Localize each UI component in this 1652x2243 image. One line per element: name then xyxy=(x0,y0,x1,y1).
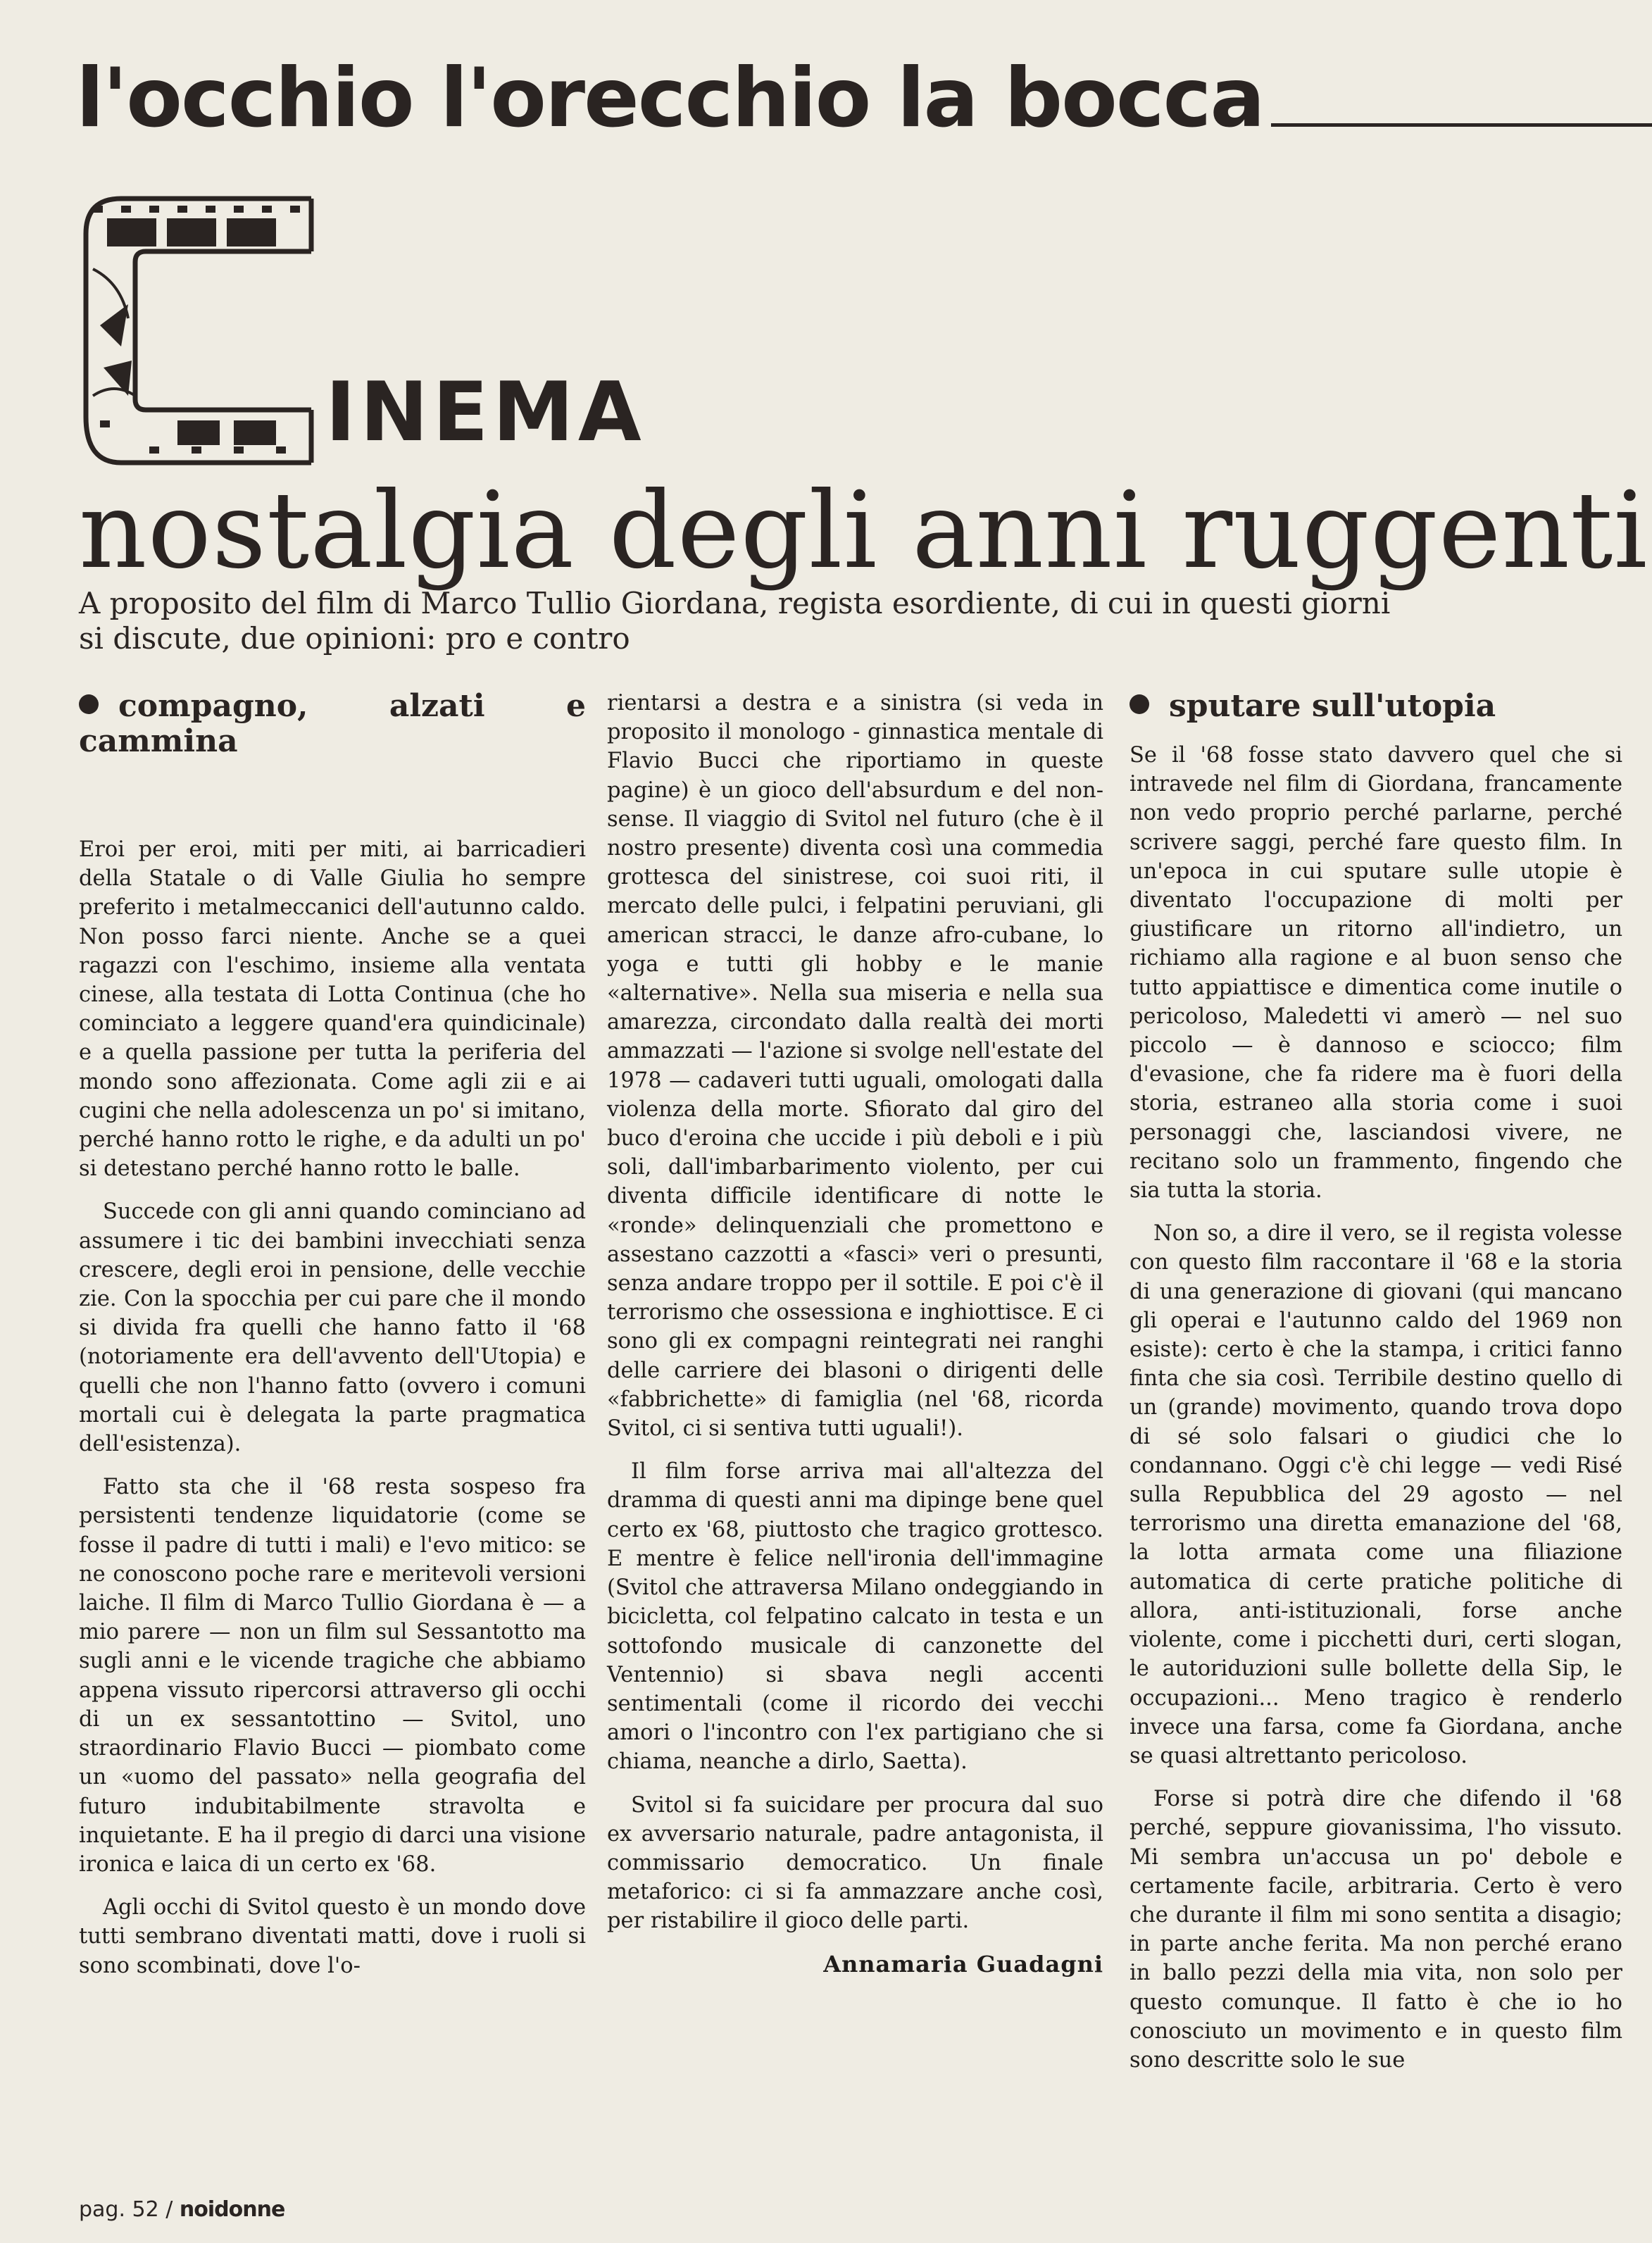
bullet-icon xyxy=(1130,694,1149,714)
intro-text: A proposito del film di Marco Tullio Giordana, regista esordiente, di cui in questi giorni si discute, due opinioni: pro e contro xyxy=(79,586,1391,656)
paragraph: Non so, a dire il vero, se il regista volesse con questo film raccontare il '68 e la storia di una generazione di giovani (qui mancano gli operai e l'autunno caldo del 1969 non esiste): certo è che la stampa, i critici fanno finta che sia così. Terribile destino quello di un (grande) movimento, quando trova dopo di sé solo falsari o giudici che lo condannano. Oggi c'è chi legge — vedi Risé sulla Repubblica del 29 agosto — nel terrorismo una diretta emanazione del '68, la lotta armata come una filiazione automatica di certe pratiche politiche di allora, anti-istituzionali, forse anche violente, come i picchetti duri, certi slogan, le autoriduzioni sulle bollette della Sip, le occupazioni... Meno tragico è renderlo invece una farsa, come fa Giordana, anche se quasi altrettanto pericoloso. xyxy=(1130,1221,1622,1768)
paragraph: Agli occhi di Svitol questo è un mondo dove tutti sembrano diventati matti, dove i ruoli si sono scombinati, dove l'o- xyxy=(79,1895,586,1978)
section-title: l'occhio l'orecchio la bocca xyxy=(76,58,1271,139)
film-strip-c-icon xyxy=(79,185,332,484)
paragraph: Succede con gli anni quando cominciano ad assumere i tic dei bambini invecchiati senza crescere, degli eroi in pensione, delle vecchie zie. Con la spocchia per cui pare che il mondo si divida fra quelli che hanno fatto il '68 (notoriamente era dell'avvento dell'Utopia) e quelli che non l'hanno fatto (ovvero i comuni mortali cui è delegata la parte pragmatica dell'esistenza). xyxy=(79,1199,586,1457)
footer-separator: / xyxy=(165,2197,173,2222)
author-signature: Annamaria Guadagni xyxy=(823,1950,1103,1978)
paragraph: Svitol si fa suicidare per procura dal suo ex avversario naturale, padre antagonista, il commissario democratico. Un finale metaforico: ci si fa ammazzare anche così, per ristabilire il gioco delle parti. xyxy=(607,1792,1103,1934)
column-left xyxy=(79,689,586,1994)
paragraph: Il film forse arriva mai all'altezza del dramma di questi anni ma dipinge bene quel certo ex '68, piuttosto che tragico grottesco. E mentre è felice nell'ironia dell'immagine (Svitol che attraversa Milano ondeggiando in bicicletta, col felpatino calcato in testa e un sottofondo musicale di canzonette del Ventennio) si sbava negli accenti sentimentali (come il ricordo dei vecchi amori o l'incontro con l'ex partigiano che si chiama, neanche a dirlo, Saetta). xyxy=(607,1459,1103,1775)
magazine-brand: noidonne xyxy=(179,2197,285,2222)
column-middle xyxy=(607,689,1103,1979)
page-footer xyxy=(79,2197,284,2222)
headline: nostalgia degli anni ruggenti xyxy=(79,470,1648,592)
subheading-right: sputare sull'utopia xyxy=(1130,689,1622,724)
subheading-left: compagno, alzati e cammina xyxy=(79,688,586,759)
paragraph: rientarsi a destra e a sinistra (si veda in proposito il monologo - ginnastica mentale di Flavio Bucci che riportiamo in queste pagine) è un gioco dell'absurdum e del non-sense. Il viaggio di Svitol nel futuro (che è il nostro presente) diventa così una commedia grottesca del sinistrese, coi suoi riti, il mercato delle pulci, i felpatini peruviani, gli american stracci, le danze afro-cubane, lo yoga e tutti gli hobby e le manie «alternative». Nella sua miseria e nella sua amarezza, circondato dalla realtà dei morti ammazzati — l'azione si svolge nell'estate del 1978 — cadaveri tutti uguali, omologati dalla violenza della morte. Sfiorato dal giro del buco d'eroina che uccide i più deboli e i più soli, dall'imbarbarimento violento, per cui diventa difficile identificare di notte le «ronde» delinquenziali che promettono e assestano cazzotti a «fasci» veri o presunti, senza andare troppo per il sottile. E poi c'è il terrorismo che ossessiona e inghiottisce. E ci sono gli ex compagni reintegrati nei ranghi delle carriere dei blasoni o dirigenti delle «fabbrichette» di famiglia (nel '68, ricorda Svitol, ci si sentiva tutti uguali!). xyxy=(607,691,1103,1442)
paragraph: Eroi per eroi, miti per miti, ai barricadieri della Statale o di Valle Giulia ho sempre preferito i metalmeccanici dell'autunno caldo. Non posso farci niente. Anche se a quei ragazzi con l'eschimo, insieme alla ventata cinese, alla testata di Lotta Continua (che ho cominciato a leggere quand'era quindicinale) e a quella passione per tutta la periferia del mondo sono affezionata. Come agli zii e ai cugini che nella adolescenza un po' si imitano, perché hanno rotto le righe, e da adulti un po' si detestano perché hanno rotto le balle. xyxy=(79,837,586,1182)
section-header xyxy=(76,51,1652,146)
paragraph: Fatto sta che il '68 resta sospeso fra persistenti tendenze liquidatorie (come se fosse il padre di tutti i mali) e l'evo mitico: se ne conoscono poche rare e meritevoli versioni laiche. Il film di Marco Tullio Giordana è — a mio parere — non un film sul Sessantotto ma sugli anni e le vicende tragiche che abbiamo appena vissuto ripercorsi attraverso gli occhi di un ex sessantottino — Svitol, uno straordinario Flavio Bucci — piombato come un «uomo del passato» nella geografia del futuro indubitabilmente stravolta e inquietante. E ha il pregio di darci una visione ironica e laica di un certo ex '68. xyxy=(79,1475,586,1877)
page-number: pag. 52 xyxy=(79,2197,159,2222)
paragraph: Se il '68 fosse stato davvero quel che si intravede nel film di Giordana, francamente non vedo proprio perché parlarne, perché scrivere saggi, perché fare questo film. In un'epoca in cui sputare sulle utopie è diventato l'occupazione di molti per giustificare un ritorno all'indietro, un richiamo alla ragione e al buon senso che tutto appiattisce e dimentica come inutile o pericoloso, Maledetti vi amerò — nel suo piccolo — è dannoso e sciocco; film d'evasione, che fa ridere ma è fuori della storia, estraneo alla storia come i suoi personaggi che, lasciandosi vivere, ne recitano solo un frammento, fingendo che sia tutta la storia. xyxy=(1130,743,1622,1204)
bullet-icon xyxy=(79,694,99,714)
paragraph: Forse si potrà dire che difendo il '68 perché, seppure giovanissima, l'ho vissuto. Mi sembra un'accusa un po' debole e certamente facile, arbitraria. Certo è vero che durante il film mi sono sentita a disagio; in parte anche ferita. Ma non perché erano in ballo pezzi della mia vita, non solo per questo comunque. Il fatto è che io ho conosciuto un movimento e in questo film sono descritte solo le sue xyxy=(1130,1787,1622,2073)
cinema-wordmark: INEMA xyxy=(325,365,646,460)
column-right xyxy=(1130,689,1622,2089)
